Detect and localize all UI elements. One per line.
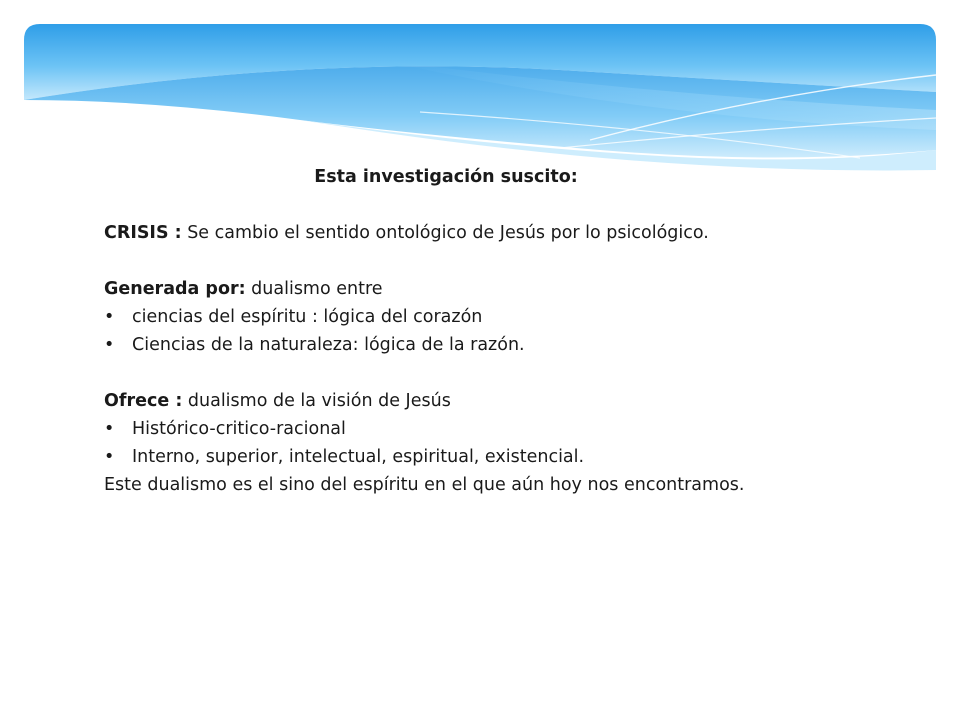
generada-text: dualismo entre xyxy=(245,279,383,299)
bullet-icon: • xyxy=(104,447,115,467)
ofrece-label: Ofrece : xyxy=(104,391,183,411)
crisis-label: CRISIS : xyxy=(104,223,182,243)
slide-content xyxy=(104,163,780,499)
ofrece-paragraph xyxy=(104,387,780,415)
crisis-paragraph xyxy=(104,219,780,247)
bullet-icon: • xyxy=(104,419,115,439)
list-item xyxy=(104,415,780,443)
generada-label: Generada por: xyxy=(104,279,246,299)
list-item xyxy=(104,331,780,359)
bullet-icon: • xyxy=(104,307,115,327)
slide-title: Esta investigación suscito: xyxy=(314,167,578,187)
list-item xyxy=(104,303,780,331)
crisis-text: Se cambio el sentido ontológico de Jesús por lo psicológico. xyxy=(181,223,709,243)
list-item-text: ciencias del espíritu : lógica del corazón xyxy=(132,307,483,327)
list-item-text: Ciencias de la naturaleza: lógica de la razón. xyxy=(132,335,525,355)
bullet-icon: • xyxy=(104,335,115,355)
list-item xyxy=(104,443,780,471)
ofrece-text: dualismo de la visión de Jesús xyxy=(182,391,451,411)
closing-paragraph: Este dualismo es el sino del espíritu en el que aún hoy nos encontramos. xyxy=(104,475,745,495)
list-item-text: Interno, superior, intelectual, espiritual, existencial. xyxy=(132,447,585,467)
generada-paragraph xyxy=(104,275,780,303)
list-item-text: Histórico-critico-racional xyxy=(132,419,346,439)
